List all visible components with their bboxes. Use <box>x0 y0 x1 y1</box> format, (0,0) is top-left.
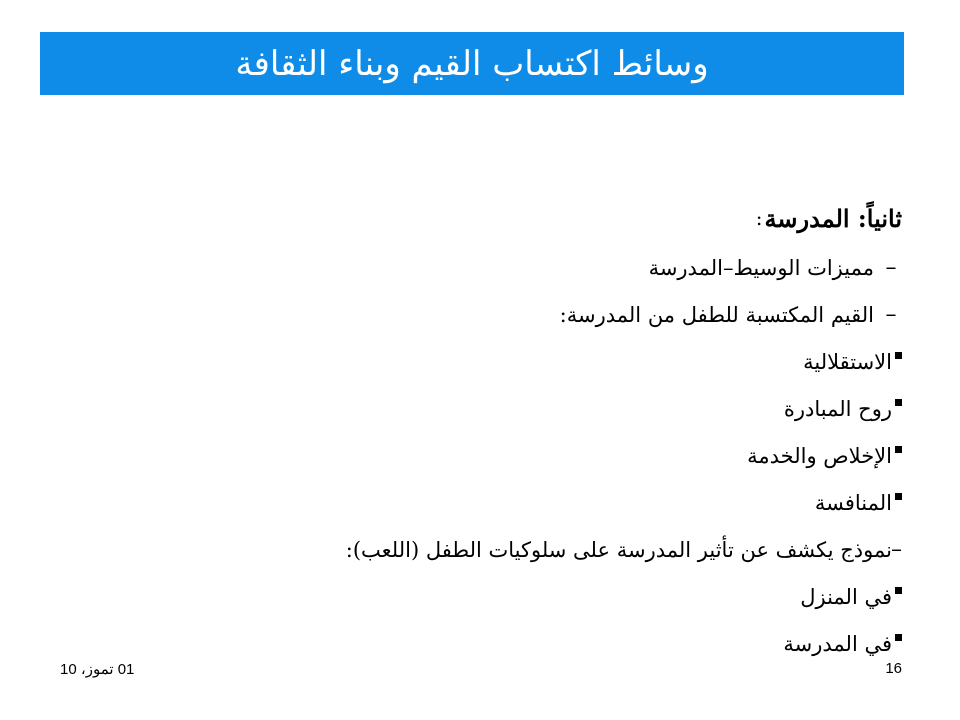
page-number: 16 <box>885 660 902 677</box>
square-bullet-icon <box>895 399 902 406</box>
dash-marker: – <box>891 537 902 562</box>
list-item-text: مميزات الوسيط–المدرسة <box>648 255 874 280</box>
list-item-text: الإخلاص والخدمة <box>747 443 892 468</box>
footer-date: 01 تموز، 10 <box>60 661 135 678</box>
list-item-text: الاستقلالية <box>803 349 892 374</box>
square-bullet-icon <box>895 634 902 641</box>
slide-title: وسائط اكتساب القيم وبناء الثقافة <box>235 43 709 84</box>
list-item <box>82 385 902 432</box>
section-heading-colon: : <box>755 206 763 230</box>
list-item <box>82 291 902 338</box>
square-bullet-icon <box>895 493 902 500</box>
list-item-text: روح المبادرة <box>783 396 892 421</box>
square-bullet-icon <box>895 587 902 594</box>
list-item-text: في المدرسة <box>783 631 892 656</box>
list-item <box>82 620 902 667</box>
dash-marker: – <box>885 302 897 327</box>
list-item <box>82 573 902 620</box>
slide-content <box>82 192 902 667</box>
list-item-text: المنافسة <box>814 490 892 515</box>
list-item-text: القيم المكتسبة للطفل من المدرسة: <box>559 302 874 327</box>
list-item <box>82 432 902 479</box>
list-item <box>82 338 902 385</box>
list-item-text: نموذج يكشف عن تأثير المدرسة على سلوكيات الطفل (اللعب): <box>345 537 892 562</box>
square-bullet-icon <box>895 446 902 453</box>
square-bullet-icon <box>895 352 902 359</box>
section-heading-text: ثانياً: المدرسة <box>764 203 902 233</box>
section-heading <box>82 192 902 244</box>
dash-marker: – <box>885 255 897 280</box>
slide-title-bar <box>40 32 904 95</box>
list-item <box>82 479 902 526</box>
list-item <box>82 244 902 291</box>
list-item-text: في المنزل <box>800 584 892 609</box>
list-item <box>82 526 902 573</box>
